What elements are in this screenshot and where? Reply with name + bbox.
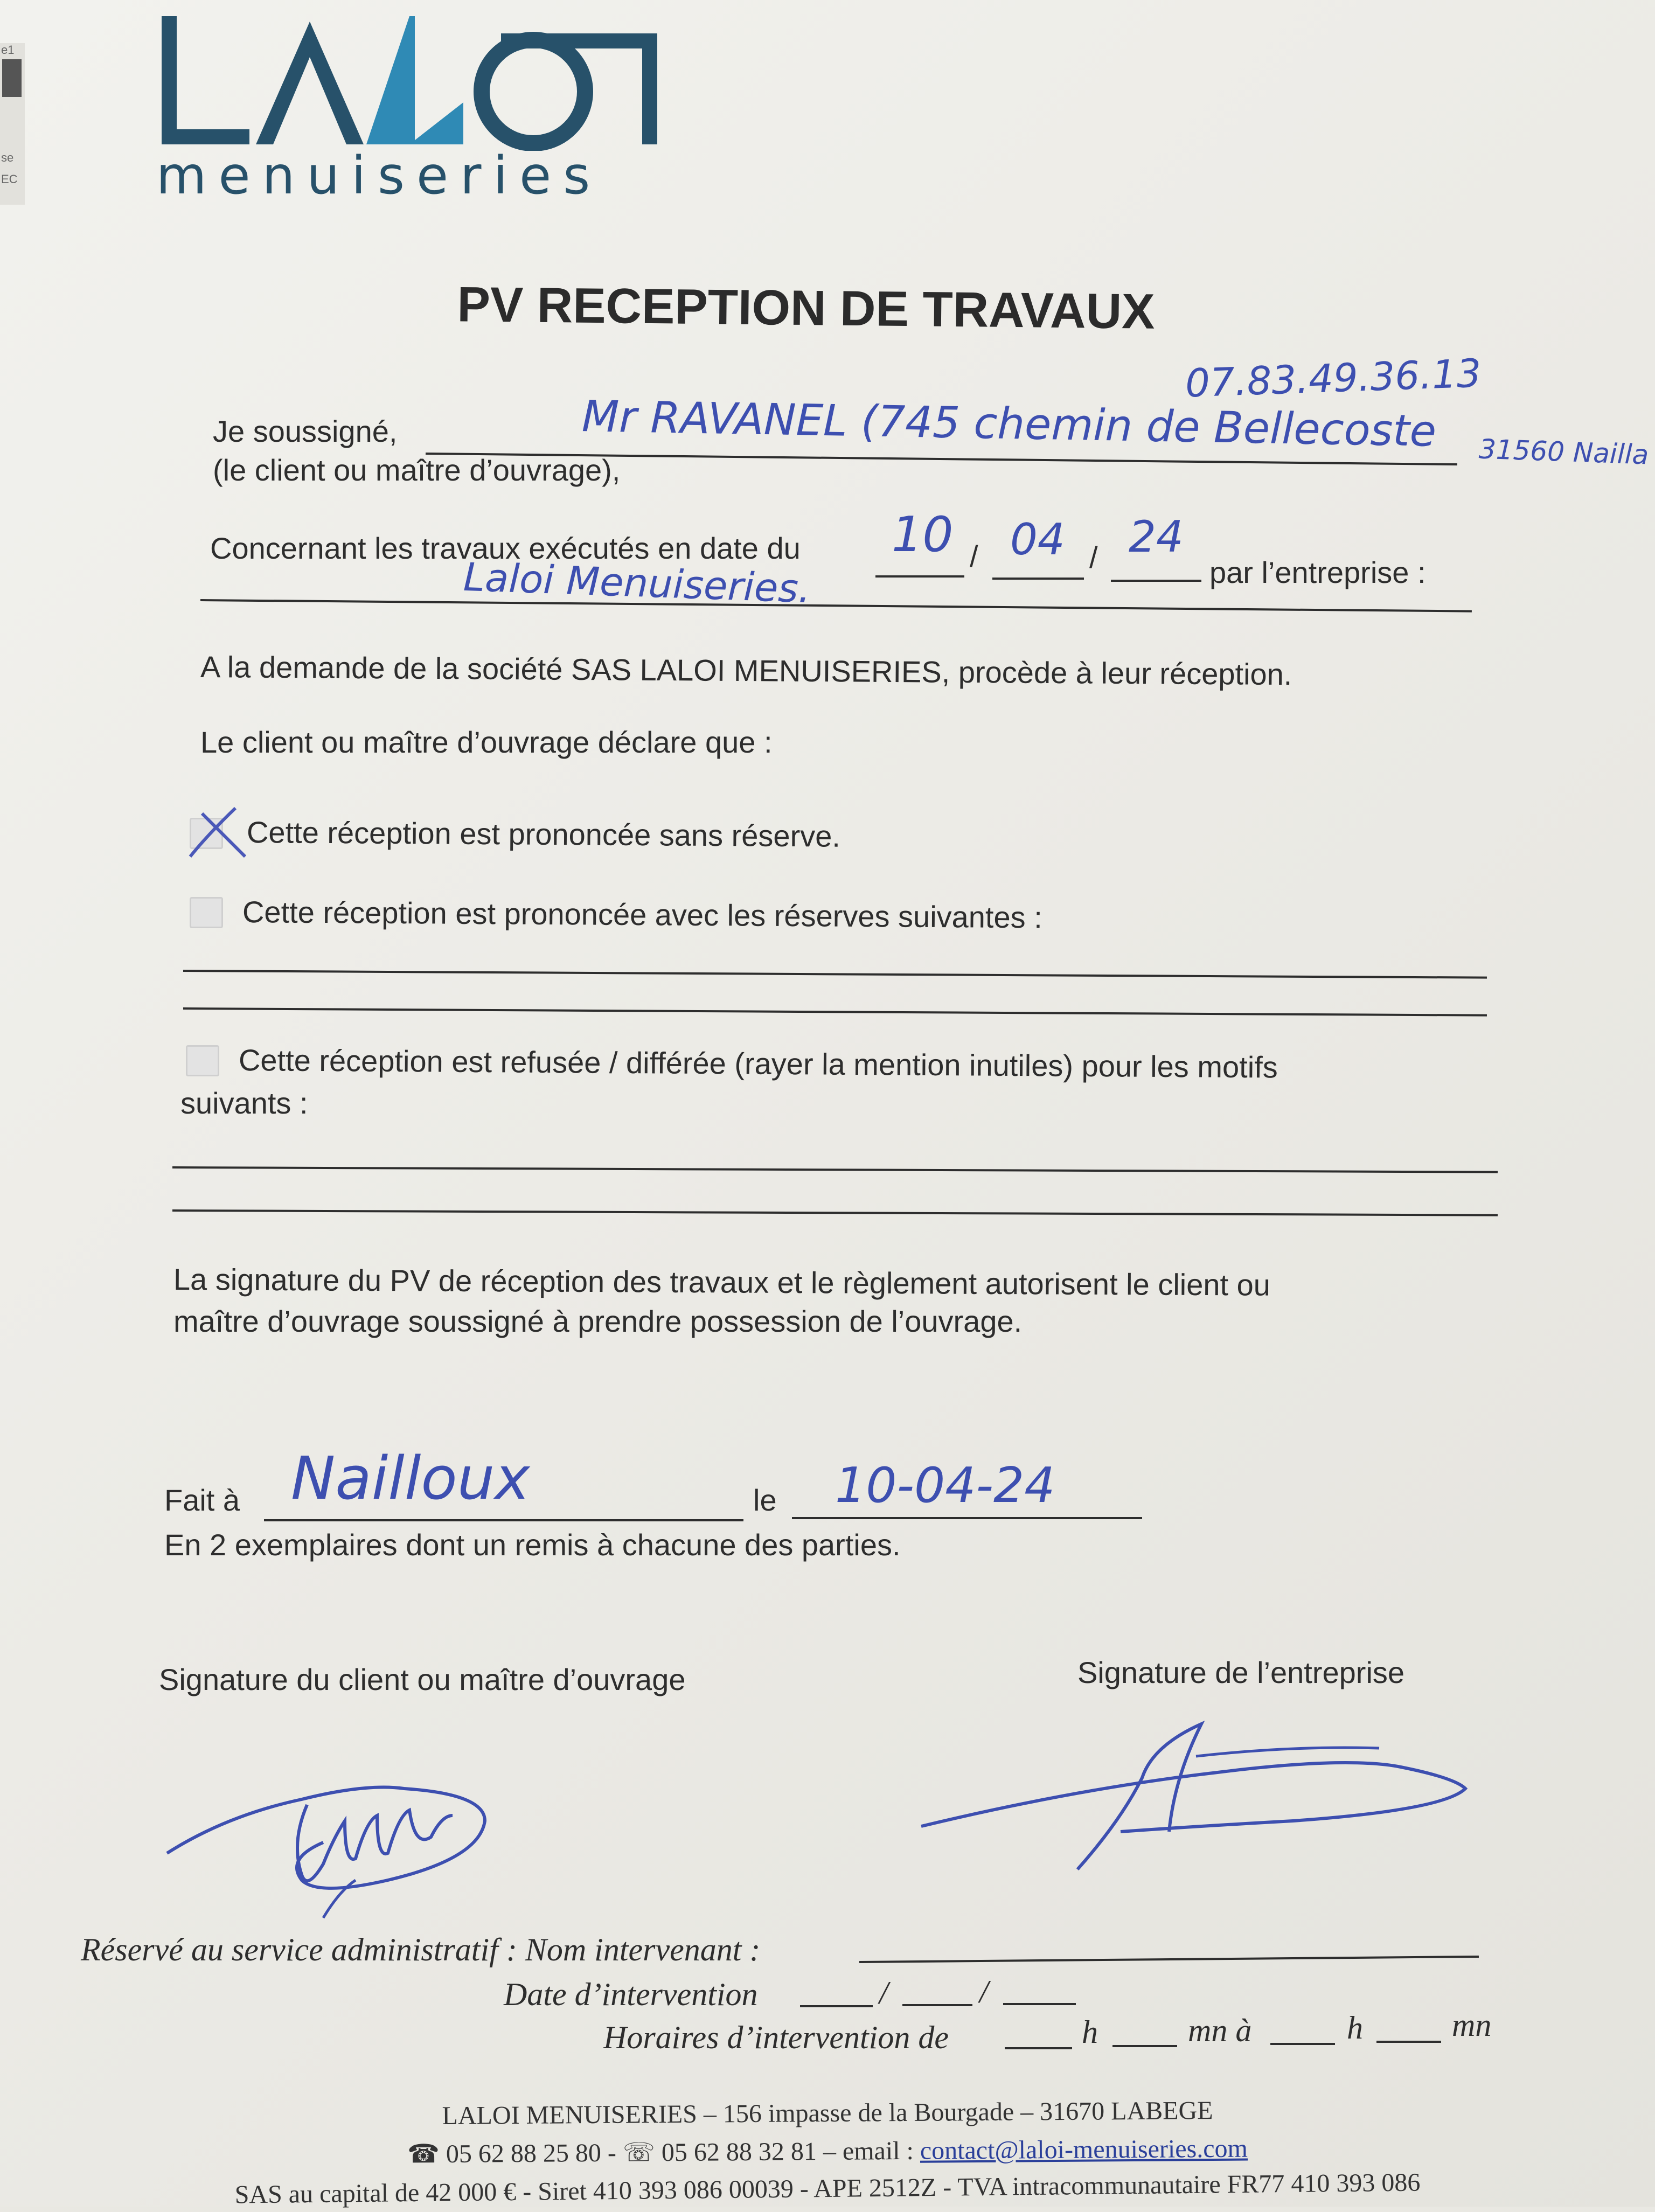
fax-icon: ☏ — [622, 2138, 656, 2167]
date-slash: / — [970, 539, 978, 573]
footer-contact — [0, 2130, 1655, 2172]
handwritten-day: 10 — [892, 506, 954, 563]
end-hour-unit: h — [1347, 2010, 1363, 2046]
option-label-with-reserves: Cette réception est prononcée avec les réserves suivantes : — [242, 895, 1042, 935]
works-date-label: Concernant les travaux exécutés en date du — [210, 531, 801, 565]
year-line — [1111, 580, 1201, 582]
footer-phone-1: 05 62 88 25 80 — [446, 2138, 602, 2168]
intervention-hours-label: Horaires d’intervention de — [603, 2020, 949, 2055]
motifs-line-1 — [172, 1166, 1498, 1173]
declares-text: Le client ou maître d’ouvrage déclare que : — [200, 725, 773, 759]
client-sublabel: (le client ou maître d’ouvrage), — [213, 453, 621, 487]
motifs-line-2 — [172, 1209, 1498, 1216]
client-label: Je soussigné, — [213, 414, 398, 448]
footer-email-label: – email : — [823, 2136, 914, 2166]
edge-scrap-block — [2, 59, 22, 97]
intervention-date-slash: / — [879, 1975, 888, 2011]
company-signature-label: Signature de l’entreprise — [1077, 1655, 1405, 1689]
start-hour-unit: h — [1082, 2014, 1098, 2050]
handwritten-month: 04 — [1010, 514, 1065, 565]
edge-scrap-text: se — [1, 151, 14, 164]
copies-text: En 2 exemplaires dont un remis à chacune des parties. — [164, 1528, 901, 1562]
edge-scrap-text: e1 — [1, 43, 15, 57]
reserves-line-1 — [183, 970, 1487, 979]
footer-legal: SAS au capital de 42 000 € - Siret 410 393 086 00039 - APE 2512Z - TVA intracommunautaire FR77 410 393 086 — [234, 2168, 1421, 2209]
edge-scrap-text: EC — [1, 172, 18, 186]
handwritten-postcode: 31560 Nailla — [1478, 433, 1650, 471]
admin-reserved-label: Réservé au service administratif : Nom intervenant : — [81, 1932, 761, 1967]
option-checkbox-with-reserves[interactable] — [190, 897, 223, 928]
footer-phone-2: 05 62 88 32 81 — [661, 2137, 817, 2167]
company-signature — [916, 1713, 1487, 1875]
logo-subtitle: menuiseries — [156, 145, 602, 206]
request-text: A la demande de la société SAS LALOI MENUISERIES, procède à leur réception. — [200, 650, 1292, 692]
day-line — [875, 575, 964, 578]
end-minute-line — [1376, 2041, 1441, 2043]
handwritten-company: Laloi Menuiseries. — [462, 554, 812, 612]
end-minute-unit: mn — [1452, 2007, 1492, 2043]
intervention-date-label: Date d’intervention — [504, 1977, 758, 2012]
option-label-without-reserve: Cette réception est prononcée sans réserve. — [246, 815, 841, 853]
reserves-line-2 — [183, 1007, 1487, 1017]
made-on-label: le — [753, 1483, 777, 1517]
handwritten-date: 10-04-24 — [835, 1457, 1055, 1514]
intervention-month-line — [902, 2004, 972, 2006]
footer-email-link[interactable]: contact@laloi-menuiseries.com — [920, 2134, 1248, 2165]
handwritten-year: 24 — [1129, 512, 1184, 562]
signature-clause-line-2: maître d’ouvrage soussigné à prendre possession de l’ouvrage. — [173, 1304, 1023, 1338]
intervention-year-line — [1003, 2003, 1076, 2005]
company-line — [200, 599, 1472, 613]
signature-clause-line-1: La signature du PV de réception des travaux et le règlement autorisent le client ou — [173, 1262, 1271, 1302]
option-checkbox-refused[interactable] — [186, 1045, 219, 1076]
company-label: par l’entreprise : — [1209, 555, 1426, 589]
intervention-day-line — [800, 2005, 873, 2007]
company-logo — [156, 11, 673, 205]
month-line — [992, 578, 1084, 580]
handwritten-place: Nailloux — [291, 1444, 530, 1513]
start-minute-line — [1112, 2045, 1177, 2047]
option-label-refused: Cette réception est refusée / différée (rayer la mention inutiles) pour les motifs — [238, 1043, 1278, 1084]
option-label-refused-cont: suivants : — [180, 1086, 308, 1120]
adjacent-sheet-edge — [0, 43, 25, 205]
document-title: PV RECEPTION DE TRAVAUX — [457, 277, 1155, 339]
handwritten-client-name: Mr RAVANEL (745 chemin de Bellecoste — [581, 391, 1437, 456]
start-minute-unit: mn à — [1188, 2013, 1252, 2048]
client-signature-label: Signature du client ou maître d’ouvrage — [159, 1663, 686, 1696]
handwritten-phone: 07.83.49.36.13 — [1184, 350, 1482, 406]
made-at-label: Fait à — [164, 1483, 240, 1517]
footer-address: LALOI MENUISERIES – 156 impasse de la Bourgade – 31670 LABEGE — [442, 2096, 1213, 2130]
date-slash: / — [1089, 540, 1098, 574]
intervention-date-slash: / — [979, 1974, 989, 2009]
client-signature — [162, 1756, 506, 1934]
start-hour-line — [1005, 2047, 1072, 2049]
made-date-line — [792, 1517, 1142, 1519]
intervenant-name-line — [859, 1956, 1479, 1963]
phone-icon: ☎ — [407, 2140, 440, 2169]
place-line — [264, 1519, 743, 1521]
footer-separator: - — [607, 2138, 617, 2167]
handwritten-check-mark — [186, 803, 251, 862]
end-hour-line — [1270, 2043, 1335, 2045]
laloi-logo-mark — [156, 11, 673, 151]
